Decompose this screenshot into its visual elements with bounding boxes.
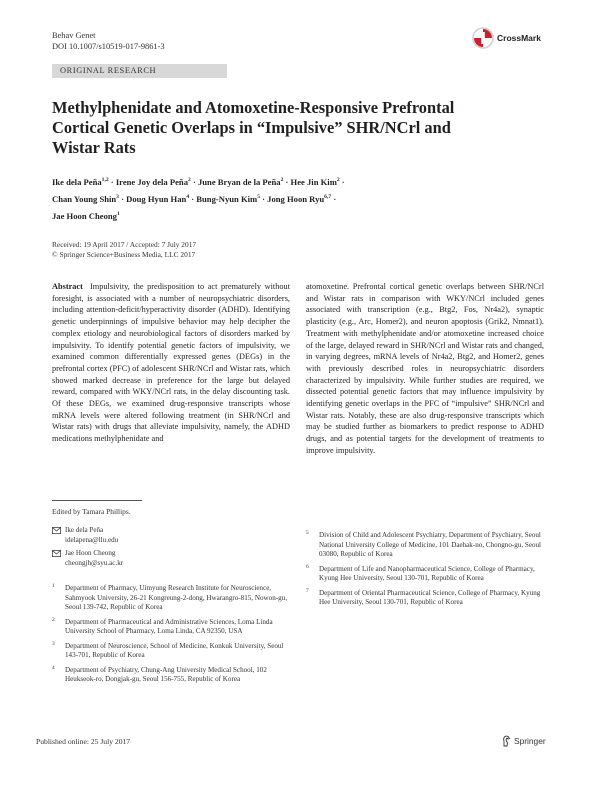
author-affiliation-marker: 4 (186, 193, 190, 200)
affiliation-number: 2 (52, 616, 55, 623)
affiliation-text: Department of Pharmacy, Uimyung Research Institute for Neuroscience, Sahmyook University, 26-21 Kongreung-2-dong, Hwarangro-815, Nowon-gu, Seoul 139-742, Republic of Korea (65, 584, 287, 611)
crossmark-label: CrossMark (497, 33, 541, 43)
springer-horse-icon (501, 735, 511, 747)
affiliation-entry (52, 666, 292, 685)
abstract-text-right: atomoxetine. Prefrontal cortical genetic overlaps between SHR/NCrl and Wistar rats in comparison with WKY/NCrl included genes associated with transcription (e.g., Btg2, Fos, Nr4a2), synaptic plasticity (e.g., Arc, Homer2), and neuron apoptosis (Grik2, Nmnat1). Treatment with methylphenidate and/or atomoxetine increased choice of the large, delayed reward in SHR/NCrl and Wistar rats and changed, in varying degrees, mRNA levels of Nr4a2, Btg2, and Homer2, genes with previously described roles in neuropsychiatric disorders characterized by impulsivity. While further studies are required, we dissected potential genetic factors that may influence impulsivity by identifying genetic overlaps in the PFC of “impulsive” SHR/NCrl and Wistar rats. Notably, these are also drug-responsive transcripts which may be studied further as biomarkers to predict response to ADHD drugs, and as potential targets for the development of treatments to improve impulsivity. (306, 282, 544, 455)
crossmark-icon (472, 26, 494, 50)
affiliation-number: 3 (52, 640, 55, 647)
journal-header (52, 30, 165, 52)
affiliation-number: 4 (52, 664, 55, 671)
affiliation-text: Department of Neuroscience, School of Medicine, Konkuk University, Seoul 143-701, Republic of Korea (65, 641, 284, 659)
contact-name: Jae Hoon Cheong (65, 549, 116, 557)
affiliation-entry (52, 642, 292, 661)
article-type-label: ORIGINAL RESEARCH (60, 66, 157, 75)
author-affiliation-marker: 5 (257, 193, 260, 200)
affiliations-right (306, 531, 546, 613)
published-online-date: Published online: 25 July 2017 (36, 737, 131, 746)
affiliation-entry (306, 565, 546, 584)
author-name: Ike dela Peña (52, 176, 102, 187)
author-name: Bung-Nyun Kim (196, 193, 258, 204)
abstract-text-left: Impulsivity, the predisposition to act prematurely without foresight, is associated with a number of neuropsychiatric disorders, including attention-deficit/hyperactivity disorder (ADHD). Identifying genetic underpinnings of impulsive behavior may help decipher the complex etiology and neurobiological factors of disorders marked by impulsivity. To identify potential genetic factors of impulsivity, we examined common differentially expressed genes (DEGs) in the prefrontal cortex (PFC) of adolescent SHR/NCrl and Wistar rats, which showed marked decrease in preference for the large but delayed reward, compared with WKY/NCrl rats, in the delay discounting task. Of these DEGs, we examined drug-responsive transcripts whose mRNA levels were altered following treatment (in SHR/NCrl and Wistar rats) with drugs that alleviate impulsivity, namely, the ADHD medications methylphenidate and (52, 282, 290, 444)
abstract-column-left (52, 281, 290, 445)
author-name: Chan Young Shin (52, 193, 117, 204)
affiliation-text: Department of Oriental Pharmaceutical Science, College of Pharmacy, Kyung Hee University, Seoul 130-701, Republic of Korea (319, 588, 541, 606)
affiliation-number: 7 (306, 587, 309, 594)
affiliation-number: 1 (52, 583, 55, 589)
edited-by-note: Edited by Tamara Phillips. (52, 507, 131, 516)
author-name: Doug Hyun Han (126, 193, 187, 204)
copyright-line: © Springer Science+Business Media, LLC 2017 (52, 250, 196, 259)
affiliation-entry (52, 584, 292, 613)
springer-label: Springer (514, 736, 546, 746)
affiliations-left (52, 584, 292, 690)
article-type-banner (52, 64, 227, 78)
author-name: Jae Hoon Cheong (52, 210, 117, 221)
crossmark-badge[interactable] (472, 26, 552, 50)
envelope-icon (52, 550, 61, 557)
abstract-column-right (306, 281, 544, 457)
corresponding-authors (52, 526, 292, 572)
affiliation-text: Department of Pharmaceutical and Administrative Sciences, Loma Linda University School of Pharmacy, Loma Linda, CA 92350, USA (65, 617, 273, 635)
doi[interactable]: DOI 10.1007/s10519-017-9861-3 (52, 42, 165, 51)
contact-email[interactable]: idelapena@llu.edu (65, 535, 119, 544)
contact-name: Ike dela Peña (65, 526, 104, 534)
author-name: Irene Joy dela Peña (115, 176, 188, 187)
author-name: Hee Jin Kim (290, 176, 337, 187)
affiliation-text: Department of Life and Nanopharmaceutical Science, College of Pharmacy, Kyung Hee University, Seoul 130-701, Republic of Korea (319, 564, 535, 582)
affiliation-text: Division of Child and Adolescent Psychiatry, Department of Psychiatry, Seoul National University College of Medicine, 101 Daehak-no, Chongno-gu, Seoul 03080, Republic of Korea (319, 531, 542, 558)
affiliation-number: 5 (306, 530, 309, 536)
affiliation-text: Department of Psychiatry, Chung-Ang University Medical School, 102 Heukseok-ro, Dongjak-gu, Seoul 156-755, Republic of Korea (65, 665, 267, 683)
author-affiliation-marker: 1,2 (101, 177, 109, 183)
contact-email[interactable]: cheongjh@syu.ac.kr (65, 558, 124, 567)
author-affiliation-marker: 3 (116, 193, 119, 200)
article-title: Methylphenidate and Atomoxetine-Responsive Prefrontal Cortical Genetic Overlaps in “Impulsive” SHR/NCrl and Wistar Rats (52, 98, 455, 157)
springer-logo[interactable] (501, 735, 546, 747)
author-name: June Bryan de la Peña (197, 176, 281, 187)
author-affiliation-marker: 2 (336, 177, 340, 183)
author-name: Jong Hoon Ryu (267, 193, 325, 204)
author-list: Ike dela Peña$^{1,2}$ · Irene Joy dela Peña$^2$ · June Bryan de la Peña$^2$ · Hee Jin Kim$^2$ · Chan Young Shin$^3$ · Doug Hyun Han$^4$ · Bung-Nyun Kim$^5$ · Jong Hoon Ryu$^{6,7}$ · Jae Hoon Cheong$^1$ (52, 176, 345, 221)
abstract-label: Abstract (52, 282, 83, 291)
journal-name: Behav Genet (52, 31, 96, 40)
footnote-divider (52, 500, 142, 501)
author-affiliation-marker: 1 (116, 210, 120, 217)
author-affiliation-marker: 2 (188, 177, 191, 183)
affiliation-entry (306, 589, 546, 608)
received-accepted-dates: Received: 19 April 2017 / Accepted: 7 July 2017 (52, 240, 197, 249)
affiliation-entry (52, 618, 292, 637)
affiliation-entry (306, 531, 546, 560)
author-affiliation-marker: 2 (280, 177, 284, 183)
contact-entry (52, 549, 292, 568)
contact-entry (52, 526, 292, 545)
article-dates (52, 240, 196, 260)
affiliation-number: 6 (306, 563, 309, 570)
envelope-icon (52, 527, 61, 534)
author-affiliation-marker: 6,7 (324, 193, 332, 200)
